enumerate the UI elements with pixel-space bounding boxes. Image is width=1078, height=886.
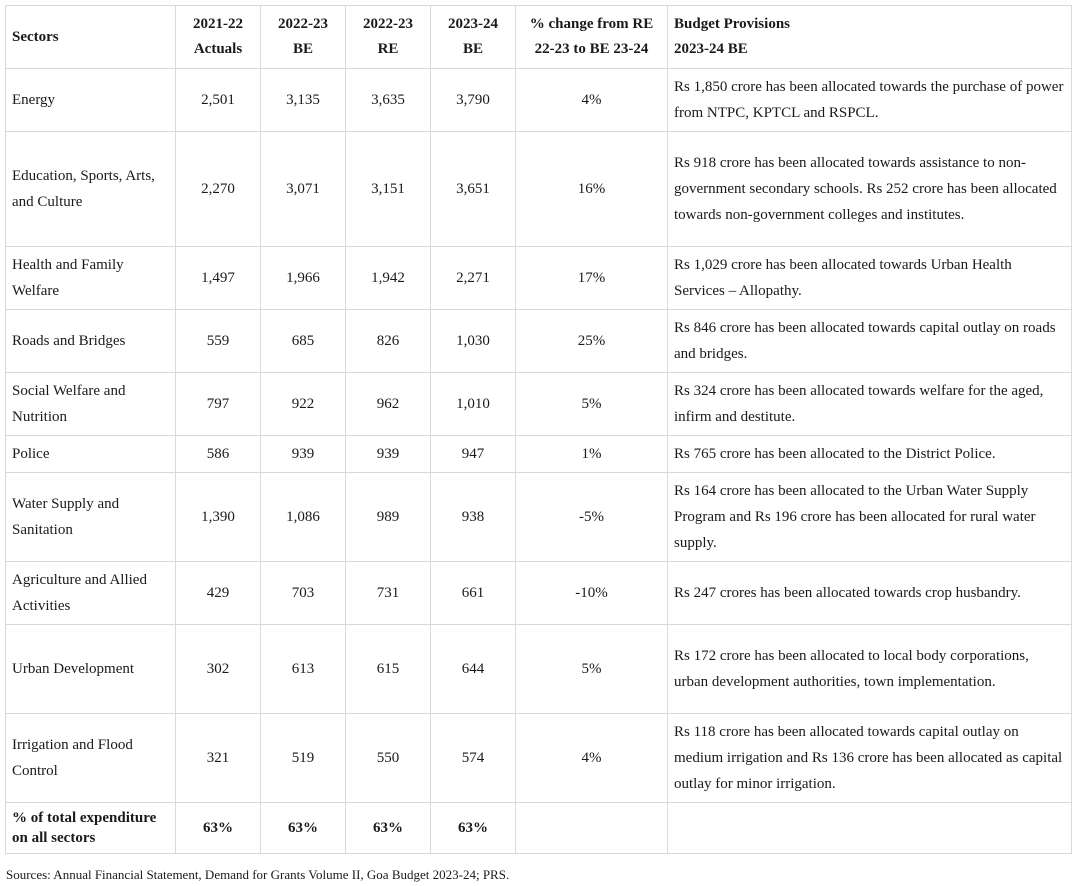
percent-change-cell: 16%	[516, 132, 668, 247]
be-2023-24-cell: 2,271	[431, 247, 516, 310]
total-actuals-2021-22-cell: 63%	[176, 803, 261, 854]
budget-table	[5, 5, 1072, 854]
be-2022-23-cell: 3,071	[261, 132, 346, 247]
re-2022-23-cell: 615	[346, 625, 431, 714]
be-2023-24-cell: 947	[431, 436, 516, 473]
actuals-2021-22-cell: 586	[176, 436, 261, 473]
actuals-2021-22-cell: 559	[176, 310, 261, 373]
be-2023-24-cell: 3,790	[431, 69, 516, 132]
be-2022-23-cell: 939	[261, 436, 346, 473]
actuals-2021-22-cell: 2,501	[176, 69, 261, 132]
be-2023-24-cell: 574	[431, 714, 516, 803]
re-2022-23-cell: 826	[346, 310, 431, 373]
actuals-2021-22-cell: 2,270	[176, 132, 261, 247]
percent-change-cell: 5%	[516, 373, 668, 436]
re-2022-23-cell: 731	[346, 562, 431, 625]
actuals-2021-22-cell: 1,497	[176, 247, 261, 310]
header-row	[6, 6, 1072, 69]
table-header	[6, 6, 1072, 69]
actuals-2021-22-cell: 302	[176, 625, 261, 714]
budget-provision-cell: Rs 172 crore has been allocated to local body corporations, urban development authorities, town implementation.	[668, 625, 1072, 714]
header-2021-22-actuals: 2021-22 Actuals	[176, 6, 261, 69]
table-row	[6, 247, 1072, 310]
budget-provision-cell: Rs 164 crore has been allocated to the Urban Water Supply Program and Rs 196 crore has been allocated for rural water supply.	[668, 473, 1072, 562]
sector-cell: Education, Sports, Arts, and Culture	[6, 132, 176, 247]
table-body	[6, 69, 1072, 854]
re-2022-23-cell: 3,151	[346, 132, 431, 247]
total-be-2023-24-cell: 63%	[431, 803, 516, 854]
actuals-2021-22-cell: 429	[176, 562, 261, 625]
budget-provision-cell: Rs 118 crore has been allocated towards capital outlay on medium irrigation and Rs 136 crore has been allocated as capital outlay for minor irrigation.	[668, 714, 1072, 803]
re-2022-23-cell: 989	[346, 473, 431, 562]
actuals-2021-22-cell: 797	[176, 373, 261, 436]
sector-cell: Urban Development	[6, 625, 176, 714]
table-row	[6, 436, 1072, 473]
re-2022-23-cell: 1,942	[346, 247, 431, 310]
percent-change-cell: 4%	[516, 714, 668, 803]
header-budget-provisions: Budget Provisions 2023-24 BE	[668, 6, 1072, 69]
total-row	[6, 803, 1072, 854]
be-2022-23-cell: 613	[261, 625, 346, 714]
percent-change-cell: 4%	[516, 69, 668, 132]
sector-cell: Roads and Bridges	[6, 310, 176, 373]
be-2023-24-cell: 1,010	[431, 373, 516, 436]
be-2023-24-cell: 938	[431, 473, 516, 562]
actuals-2021-22-cell: 1,390	[176, 473, 261, 562]
sector-cell: Health and Family Welfare	[6, 247, 176, 310]
source-note: Sources: Annual Financial Statement, Demand for Grants Volume II, Goa Budget 2023-24; PRS.	[6, 867, 510, 882]
budget-provision-cell: Rs 765 crore has been allocated to the District Police.	[668, 436, 1072, 473]
budget-provision-cell: Rs 846 crore has been allocated towards capital outlay on roads and bridges.	[668, 310, 1072, 373]
be-2023-24-cell: 1,030	[431, 310, 516, 373]
budget-provision-cell: Rs 918 crore has been allocated towards assistance to non-government secondary schools. Rs 252 crore has been allocated towards non-government colleges and institutes.	[668, 132, 1072, 247]
header-2022-23-be: 2022-23 BE	[261, 6, 346, 69]
table-row	[6, 132, 1072, 247]
table-row	[6, 625, 1072, 714]
budget-provision-cell: Rs 1,029 crore has been allocated towards Urban Health Services – Allopathy.	[668, 247, 1072, 310]
percent-change-cell: 17%	[516, 247, 668, 310]
sector-cell: Social Welfare and Nutrition	[6, 373, 176, 436]
be-2022-23-cell: 685	[261, 310, 346, 373]
actuals-2021-22-cell: 321	[176, 714, 261, 803]
be-2022-23-cell: 1,086	[261, 473, 346, 562]
total-budget-provision-cell	[668, 803, 1072, 854]
header-2022-23-re: 2022-23 RE	[346, 6, 431, 69]
percent-change-cell: -10%	[516, 562, 668, 625]
sector-cell: Police	[6, 436, 176, 473]
header-2023-24-be: 2023-24 BE	[431, 6, 516, 69]
percent-change-cell: 25%	[516, 310, 668, 373]
be-2022-23-cell: 922	[261, 373, 346, 436]
total-sector-cell: % of total expenditure on all sectors	[6, 803, 176, 854]
table-row	[6, 473, 1072, 562]
table-row	[6, 310, 1072, 373]
table-row	[6, 69, 1072, 132]
be-2022-23-cell: 519	[261, 714, 346, 803]
table-row	[6, 373, 1072, 436]
be-2023-24-cell: 661	[431, 562, 516, 625]
re-2022-23-cell: 962	[346, 373, 431, 436]
table-row	[6, 562, 1072, 625]
percent-change-cell: 5%	[516, 625, 668, 714]
header-percent-change: % change from RE 22-23 to BE 23-24	[516, 6, 668, 69]
total-be-2022-23-cell: 63%	[261, 803, 346, 854]
be-2023-24-cell: 3,651	[431, 132, 516, 247]
budget-provision-cell: Rs 324 crore has been allocated towards welfare for the aged, infirm and destitute.	[668, 373, 1072, 436]
be-2023-24-cell: 644	[431, 625, 516, 714]
header-sectors: Sectors	[6, 6, 176, 69]
percent-change-cell: 1%	[516, 436, 668, 473]
be-2022-23-cell: 703	[261, 562, 346, 625]
percent-change-cell: -5%	[516, 473, 668, 562]
sector-cell: Water Supply and Sanitation	[6, 473, 176, 562]
table-row	[6, 714, 1072, 803]
re-2022-23-cell: 550	[346, 714, 431, 803]
sector-cell: Agriculture and Allied Activities	[6, 562, 176, 625]
budget-provision-cell: Rs 247 crores has been allocated towards crop husbandry.	[668, 562, 1072, 625]
sector-cell: Energy	[6, 69, 176, 132]
sector-cell: Irrigation and Flood Control	[6, 714, 176, 803]
total-re-2022-23-cell: 63%	[346, 803, 431, 854]
budget-provision-cell: Rs 1,850 crore has been allocated towards the purchase of power from NTPC, KPTCL and RSPCL.	[668, 69, 1072, 132]
total-percent-change-cell	[516, 803, 668, 854]
re-2022-23-cell: 939	[346, 436, 431, 473]
be-2022-23-cell: 3,135	[261, 69, 346, 132]
be-2022-23-cell: 1,966	[261, 247, 346, 310]
re-2022-23-cell: 3,635	[346, 69, 431, 132]
